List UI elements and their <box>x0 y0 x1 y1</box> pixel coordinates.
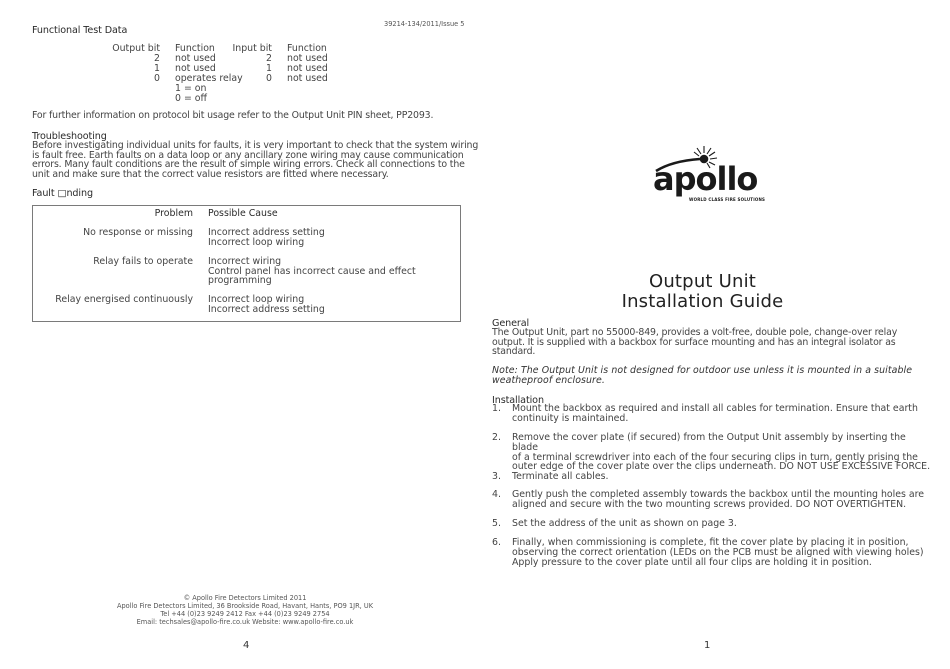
step-number: 3. <box>492 471 501 482</box>
step-line: Apply pressure to the cover plate until all four clips are holding it in position. <box>512 556 872 568</box>
step-line: Mount the backbox as required and install all cables for termination. Ensure that earth <box>512 403 918 414</box>
step-number: 5. <box>492 518 501 529</box>
input-function-cell: not used <box>287 63 328 74</box>
cause-cell: Incorrect address setting <box>208 227 325 238</box>
problem-cell: Relay fails to operate <box>93 256 193 267</box>
possible-cause-header: Possible Cause <box>208 208 278 219</box>
step-line: Finally, when commissioning is complete, fit the cover plate by placing it in position, <box>512 537 909 548</box>
relay-off-legend: 0 = off <box>175 93 207 104</box>
copyright-line: © Apollo Fire Detectors Limited 2011 <box>183 594 307 602</box>
output-bit-header: Output bit <box>112 43 160 54</box>
apollo-logo <box>652 145 766 203</box>
title-line-1: Output Unit <box>648 271 757 292</box>
input-function-cell: not used <box>287 73 328 84</box>
step-number: 1. <box>492 403 501 414</box>
troubleshooting-line: unit and make sure that the correct value resistors are fitted where necessary. <box>32 169 389 180</box>
email-website-line: Email: techsales@apollo-fire.co.uk Website: www.apollo-fire.co.uk <box>136 618 354 626</box>
general-line: output. It is supplied with a backbox for surface mounting and has an integral isolator as <box>492 337 896 348</box>
page-title <box>590 272 815 312</box>
input-bit-cell: 0 <box>266 73 272 84</box>
troubleshooting-line: Before investigating individual units for faults, it is very important to check that the system wiring <box>32 140 479 151</box>
fault-finding-table <box>32 205 461 322</box>
general-line: standard. <box>492 346 536 357</box>
output-function-header: Function <box>175 43 215 54</box>
step-line: observing the correct orientation (LEDs on the PCB must be aligned with viewing holes) <box>512 546 924 558</box>
cause-cell: Incorrect loop wiring <box>208 237 305 248</box>
troubleshooting-heading: Troubleshooting <box>32 131 107 142</box>
problem-cell: Relay energised continuously <box>55 294 193 305</box>
output-bit-cell: 1 <box>154 63 160 74</box>
fault-finding-heading: Fault □nding <box>32 188 93 199</box>
phone-fax-line: Tel +44 (0)23 9249 2412 Fax +44 (0)23 9249 2754 <box>160 610 330 618</box>
cause-cell: programming <box>208 275 272 286</box>
functional-test-data-heading: Functional Test Data <box>32 25 128 36</box>
protocol-note: For further information on protocol bit usage refer to the Output Unit PIN sheet, PP2093. <box>32 110 434 121</box>
page-number: 1 <box>704 640 711 651</box>
troubleshooting-line: errors. Many fault conditions are the result of simple wiring errors. Check all connections to the <box>32 159 465 170</box>
step-line: Remove the cover plate (if secured) from the Output Unit assembly by inserting the blade <box>512 432 906 453</box>
relay-on-legend: 1 = on <box>175 83 207 94</box>
output-function-cell: not used <box>175 53 216 64</box>
installation-step <box>492 472 932 482</box>
input-function-header: Function <box>287 43 327 54</box>
installation-step <box>492 490 932 510</box>
general-heading: General <box>492 318 530 329</box>
apollo-tagline: WORLD CLASS FIRE SOLUTIONS <box>689 197 766 202</box>
troubleshooting-line: is fault free. Earth faults on a data loop or any ancillary zone wiring may cause communication <box>32 150 464 161</box>
step-number: 4. <box>492 489 501 500</box>
installation-step <box>492 404 932 424</box>
page-number: 4 <box>243 640 250 651</box>
installation-step <box>492 538 932 567</box>
input-bit-cell: 1 <box>266 63 272 74</box>
note-line: weatheproof enclosure. <box>492 375 605 386</box>
note-line: Note: The Output Unit is not designed for outdoor use unless it is mounted in a suitable <box>492 365 913 376</box>
input-function-cell: not used <box>287 53 328 64</box>
input-bit-cell: 2 <box>266 53 272 64</box>
installation-heading: Installation <box>492 395 544 406</box>
step-line: Set the address of the unit as shown on page 3. <box>512 518 737 529</box>
step-line: continuity is maintained. <box>512 412 629 424</box>
installation-step <box>492 519 932 529</box>
footer <box>100 594 390 626</box>
step-line: of a terminal screwdriver into each of the four securing clips in turn, gently prising the <box>512 451 918 463</box>
step-line: aligned and secure with the two mounting screws provided. DO NOT OVERTIGHTEN. <box>512 498 907 510</box>
problem-cell: No response or missing <box>83 227 193 238</box>
output-bit-cell: 0 <box>154 73 160 84</box>
problem-header: Problem <box>154 208 193 219</box>
output-function-cell: operates relay <box>175 73 243 84</box>
cause-cell: Control panel has incorrect cause and effect <box>208 266 416 277</box>
cause-cell: Incorrect loop wiring <box>208 294 305 305</box>
output-function-cell: not used <box>175 63 216 74</box>
address-line: Apollo Fire Detectors Limited, 36 Brookside Road, Havant, Hants, PO9 1JR, UK <box>116 602 374 610</box>
step-number: 2. <box>492 432 501 443</box>
input-bit-header: Input bit <box>232 43 272 54</box>
cause-cell: Incorrect wiring <box>208 256 282 267</box>
document-number: 39214-134/2011/Issue 5 <box>384 20 465 28</box>
title-line-2: Installation Guide <box>621 291 784 312</box>
cause-cell: Incorrect address setting <box>208 304 325 315</box>
installation-step <box>492 433 932 472</box>
step-line: outer edge of the cover plate over the clips underneath. DO NOT USE EXCESSIVE FORCE. <box>512 461 931 473</box>
step-line: Gently push the completed assembly towards the backbox until the mounting holes are <box>512 489 925 500</box>
general-line: The Output Unit, part no 55000-849, provides a volt-free, double pole, change-over relay <box>492 327 898 338</box>
step-line: Terminate all cables. <box>512 471 609 482</box>
output-bit-cell: 2 <box>154 53 160 64</box>
apollo-wordmark: apollo <box>653 160 758 198</box>
step-number: 6. <box>492 537 501 548</box>
